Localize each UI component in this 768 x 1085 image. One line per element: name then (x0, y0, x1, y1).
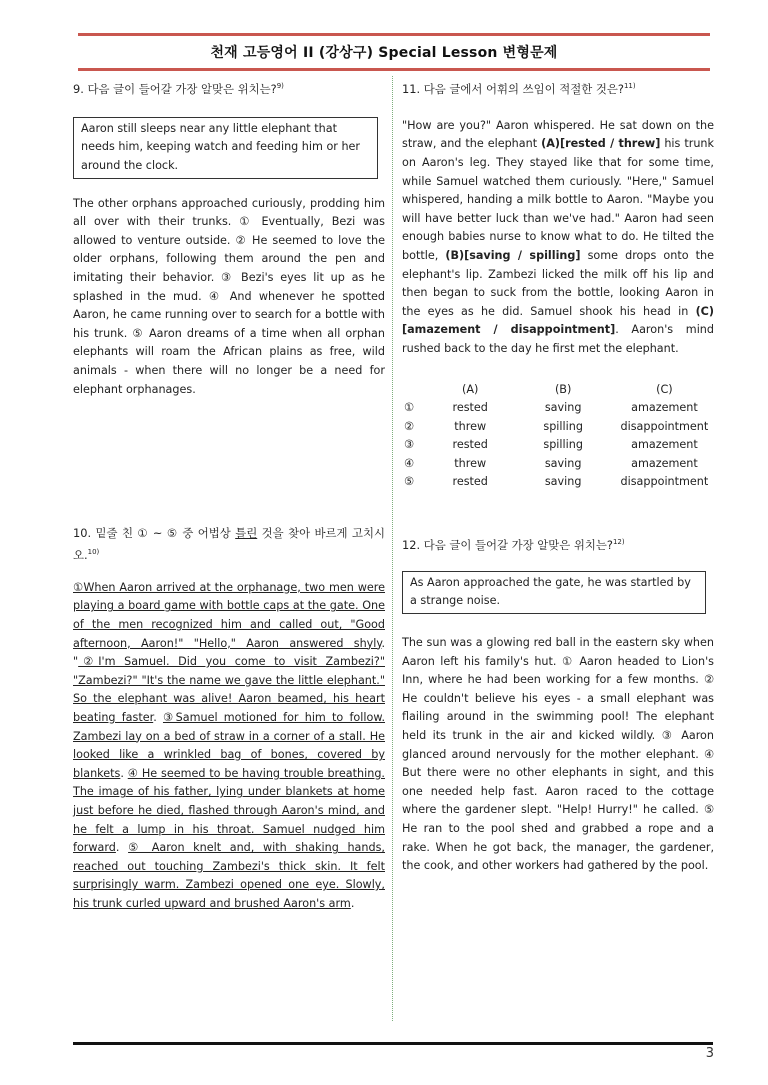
question-12-passage: The sun was a glowing red ball in the eastern sky when Aaron left his family's hut. ① Aaron headed to Lion's Inn, where he had been working for a few months. ② He couldn't believe his eyes - a small elephant was flailing around in the swimming pool! The elephant held its trunk in the air and kicked wildly. ③ Aaron glanced around nervously for the mother elephant. ④ But there were no other elephants in sight, and this one needed help fast. Aaron raced to the cottage where the gardener slept. "Help! Hurry!" he called. ⑤ He ran to the pool shed and grabbed a rope and a rake. When he got back, the manager, the gardener, the cook, and other workers had gathered by the pool. (402, 635, 714, 873)
option-c: disappointment (620, 475, 709, 489)
blank-c: (C)[amazement / disappointment] (402, 304, 714, 337)
footnote-ref: 12) (612, 538, 625, 546)
left-column (73, 77, 385, 399)
option-number: ① (404, 401, 415, 415)
option-a: rested (452, 401, 488, 415)
punct: . (153, 710, 163, 724)
question-11 (402, 77, 714, 492)
question-12-insert-box: As Aaron approached the gate, he was startled by a strange noise. (402, 571, 706, 614)
question-9 (73, 77, 385, 399)
option-c: disappointment (620, 419, 709, 433)
right-column-lower (402, 533, 714, 876)
option-a: threw (454, 456, 487, 470)
question-10-passage (73, 579, 385, 914)
punct: . " (73, 636, 385, 669)
option-number: ④ (404, 456, 415, 470)
right-column (402, 77, 714, 492)
option-a: rested (452, 475, 488, 489)
option-c: amazement (631, 401, 698, 415)
answer-options-table (404, 381, 714, 493)
blank-b: (B)[saving / spilling] (445, 248, 581, 262)
option-b: saving (544, 401, 582, 415)
question-9-title: 9. 다음 글이 들어갈 가장 알맞은 위치는?$^{9)}$ (73, 81, 284, 96)
punct: . (350, 896, 355, 910)
footer-rule (73, 1042, 713, 1045)
underlined-segment-3: ③Samuel motioned for him to follow. Zambezi lay on a bed of straw in a corner of a stall. He looked like a wrinkled bag of bones, covered by blankets (73, 710, 385, 780)
header-bottom-rule (78, 68, 710, 71)
answer-option-row (404, 399, 714, 418)
page-title: 천재 고등영어 II (강상구) Special Lesson 변형문제 (210, 45, 558, 61)
option-b: saving (544, 456, 582, 470)
header-b: (B) (554, 382, 572, 396)
answer-option-row (404, 436, 714, 455)
answer-option-row (404, 418, 714, 437)
option-b: spilling (543, 438, 583, 452)
question-10 (73, 524, 385, 913)
answer-option-row (404, 455, 714, 474)
header-c: (C) (656, 382, 673, 396)
passage-text: some drops onto the elephant's lip. Zambezi licked the milk off his lip and then began to suck from the bottle, looking Aaron in the eyes as he did. Samuel shook his head in (402, 248, 714, 318)
question-10-title: 10. 밑줄 친 ① ~ ⑤ 중 어법상 틀린 것을 찾아 바르게 고치시오.$^{10)}$ (73, 526, 385, 562)
passage-text: "How are you?" Aaron whispered. He sat down on the straw, and the elephant (402, 118, 714, 151)
question-9-passage: The other orphans approached curiously, prodding him all over with their trunks. ① Eventually, Bezi was allowed to venture outside. ② He seemed to love the older orphans, following them around the pen and imitating their behavior. ③ Bezi's eyes lit up as he splashed in the mud. ④ And whenever he spotted Aaron, he came running over to search for a bottle with his trunk. ⑤ Aaron dreams of a time when all orphan elephants will roam the African plains as free, wild animals - when there will no longer be a need for elephant orphanages. (73, 196, 385, 396)
passage-text: . Aaron's mind rushed back to the day he first met the elephant. (402, 323, 714, 355)
underlined-segment-1: ①When Aaron arrived at the orphanage, two men were playing a board game with bottle caps at the gate. One of the men recognized him and called out, "Good afternoon, Aaron!" "Hello," Aaron answered shyly (73, 580, 385, 650)
footnote-ref: 11) (623, 82, 636, 90)
header-spacer (404, 381, 429, 400)
punct: . (120, 766, 128, 780)
left-column-lower (73, 524, 385, 913)
option-number: ③ (404, 438, 415, 452)
footnote-ref: 10) (87, 548, 100, 556)
underlined-segment-4: ④ He seemed to be having trouble breathing. The image of his father, lying under blankets at home just before he died, flashed through Aaron's mind, and he felt a lump in his throat. Samuel nudged him forward (73, 766, 385, 855)
column-divider (392, 76, 393, 1021)
punct: . (115, 841, 129, 855)
question-12 (402, 533, 714, 876)
answer-option-row (404, 473, 714, 492)
option-a: threw (454, 419, 487, 433)
option-b: spilling (543, 419, 583, 433)
option-c: amazement (631, 438, 698, 452)
header-top-rule (78, 33, 710, 36)
question-11-passage (402, 117, 714, 359)
underlined-segment-5: ⑤ Aaron knelt and, with shaking hands, reached out touching Zambezi's thick skin. It felt surprisingly warm. Zambezi opened one eye. Slowly, his trunk curled upward and brushed Aaron's arm (73, 841, 385, 910)
question-9-insert-box: Aaron still sleeps near any little elephant that needs him, keeping watch and feeding him or her around the clock. (73, 117, 378, 179)
header-a: (A) (461, 382, 479, 396)
option-c: amazement (631, 456, 698, 470)
passage-text: his trunk on Aaron's leg. They stayed like that for some time, while Samuel watched them curiously. "Here," Samuel whispered, handing a milk bottle to Aaron. "Maybe you will have better luck than we've had." Aaron had seen enough babies nurse to know what to do. He tilted the bottle, (402, 137, 714, 262)
question-12-title: 12. 다음 글이 들어갈 가장 알맞은 위치는?$^{12)}$ (402, 537, 625, 552)
answer-header-row (404, 381, 714, 400)
page-number: 3 (705, 1046, 714, 1061)
footnote-ref: 9) (276, 82, 284, 90)
option-number: ② (404, 419, 415, 433)
underlined-word: 틀린 (235, 526, 258, 540)
option-number: ⑤ (404, 475, 415, 489)
underlined-segment-2: ②I'm Samuel. Did you come to visit Zambezi?" "Zambezi?" "It's the name we gave the little elephant." So the elephant was alive! Aaron beamed, his heart beating faster (73, 655, 385, 724)
option-a: rested (452, 438, 488, 452)
question-11-title: 11. 다음 글에서 어휘의 쓰임이 적절한 것은?$^{11)}$ (402, 81, 636, 96)
option-b: saving (544, 475, 582, 489)
blank-a: (A)[rested / threw] (541, 137, 661, 151)
